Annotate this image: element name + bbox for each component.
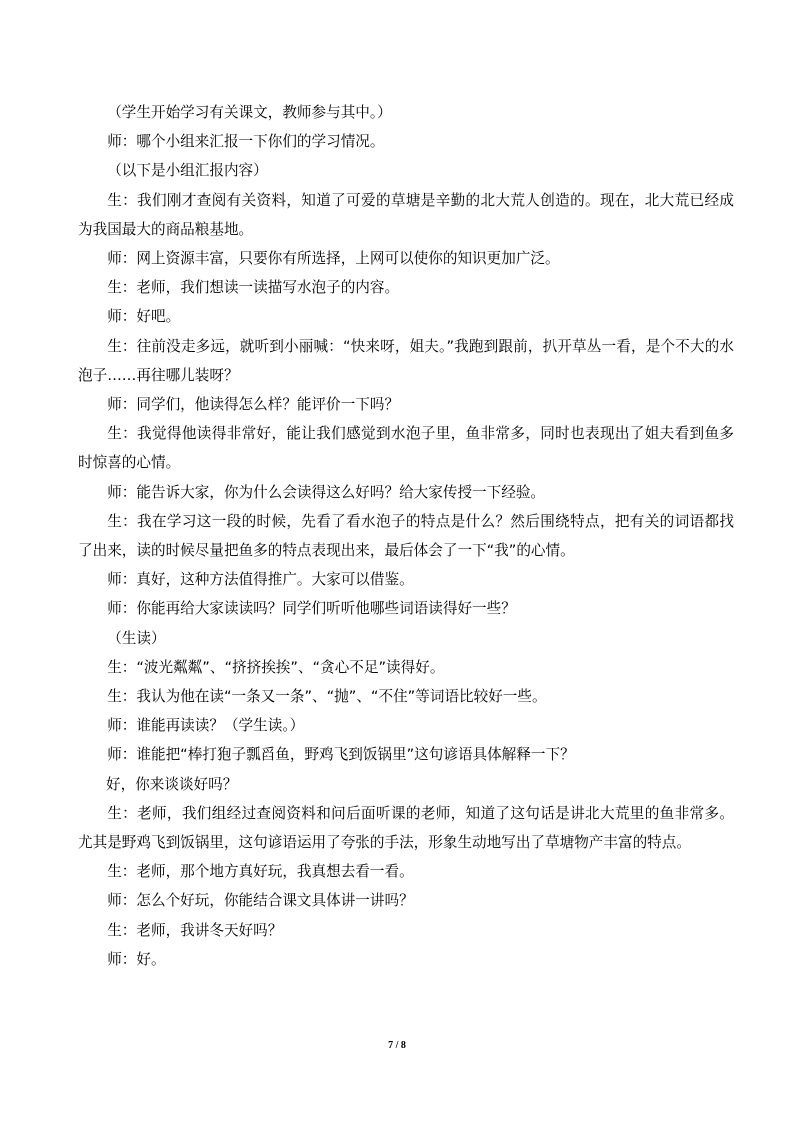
paragraph-14: 师：你能再给大家读读吗？同学们听听他哪些词语读得好一些？ xyxy=(107,600,516,618)
paragraph-10: 生：我觉得他读得非常好，能让我们感觉到水泡子里，鱼非常多，同时也表现出了姐夫看到鱼多时惊喜的心情。 xyxy=(78,425,734,472)
paragraph-3: （以下是小组汇报内容） xyxy=(107,162,268,180)
lesson-transcript xyxy=(78,98,734,974)
paragraph-21: 生：老师，我们组经过查阅资料和问后面听课的老师，知道了这句话是讲北大荒里的鱼非常多。尤其是野鸡飞到饭锅里，这句谚语运用了夸张的手法，形象生动地写出了草塘物产丰富的特点。 xyxy=(78,804,734,852)
paragraph-9: 师：同学们，他读得怎么样？能评价一下吗？ xyxy=(107,396,400,414)
paragraph-6: 生：老师，我们想读一读描写水泡子的内容。 xyxy=(107,279,400,297)
paragraph-16: 生：“波光粼粼”、“挤挤挨挨”、“贪心不足”读得好。 xyxy=(107,658,445,676)
paragraph-19: 师：谁能把“棒打狍子瓢舀鱼，野鸡飞到饭锅里”这句谚语具体解释一下？ xyxy=(107,746,575,764)
paragraph-20: 好，你来谈谈好吗？ xyxy=(106,775,238,793)
paragraph-17: 生：我认为他在读“一条又一条”、“抛”、“不住”等词语比较好一些。 xyxy=(107,688,547,706)
paragraph-25: 师：好。 xyxy=(107,950,166,968)
paragraph-7: 师：好吧。 xyxy=(107,308,181,326)
paragraph-4: 生：我们刚才查阅有关资料，知道了可爱的草塘是辛勤的北大荒人创造的。现在，北大荒已经成为我国最大的商品粮基地。 xyxy=(78,191,734,238)
paragraph-13: 师：真好，这种方法值得推广。大家可以借鉴。 xyxy=(107,571,414,589)
page-number: 7 / 8 xyxy=(388,1040,406,1051)
paragraph-24: 生：老师，我讲冬天好吗？ xyxy=(107,921,283,939)
paragraph-22: 生：老师，那个地方真好玩，我真想去看一看。 xyxy=(107,863,414,881)
paragraph-15: （生读） xyxy=(107,629,166,647)
paragraph-11: 师：能告诉大家，你为什么会读得这么好吗？给大家传授一下经验。 xyxy=(107,483,546,501)
paragraph-1: （学生开始学习有关课文，教师参与其中。） xyxy=(107,104,392,121)
paragraph-2: 师：哪个小组来汇报一下你们的学习情况。 xyxy=(107,133,385,151)
paragraph-18: 师：谁能再读读？（学生读。） xyxy=(107,717,305,735)
paragraph-23: 师：怎么个好玩，你能结合课文具体讲一讲吗？ xyxy=(107,892,414,910)
paragraph-12: 生：我在学习这一段的时候，先看了看水泡子的特点是什么？然后围绕特点，把有关的词语都找了出来，读的时候尽量把鱼多的特点表现出来，最后体会了一下“我”的心情。 xyxy=(78,512,734,560)
paragraph-5: 师：网上资源丰富，只要你有所选择，上网可以使你的知识更加广泛。 xyxy=(107,250,560,268)
paragraph-8: 生：往前没走多远，就听到小丽喊：“快来呀，姐夫。”我跑到跟前，扒开草丛一看，是个不大的水泡子……再往哪儿装呀？ xyxy=(78,337,734,384)
